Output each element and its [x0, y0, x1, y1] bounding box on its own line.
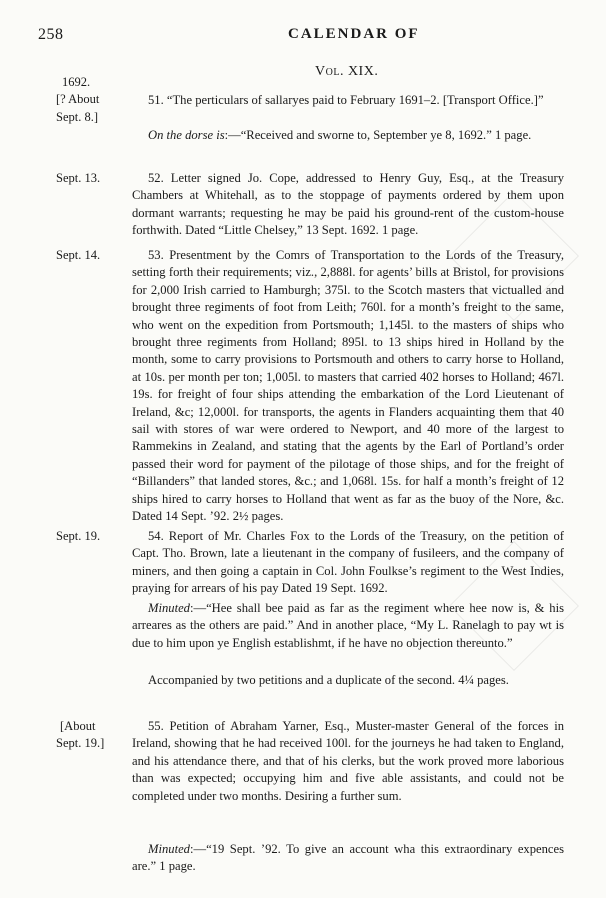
entry-date — [56, 718, 126, 753]
entry-text: 52. Letter signed Jo. Cope, addressed to Henry Guy, Esq., at the Treasury Chambers at Whitehall, as to the stoppage of payments ordered by them upon dormant warrants; requesting he may be paid his ground-rent of the custom-house forthwith. Dated “Little Chelsey,” 13 Sept. 1692. 1 page. — [132, 171, 564, 238]
date-line: [About — [60, 719, 96, 733]
entry-text: 54. Report of Mr. Charles Fox to the Lords of the Treasury, on the petition of Capt. Tho. Brown, late a lieutenant in the company of fusileers, and the company of miners, and then going a captain in Col. John Foulkse’s regiment to the West Indies, praying for arrears of his pay Dated 19 Sept. 1692. — [132, 529, 564, 596]
entry-minuted — [132, 600, 564, 652]
page-number: 258 — [38, 26, 64, 43]
minuted-text: :—“19 Sept. ’92. To give an account wha this extraordinary expences are.” 1 page. — [132, 842, 564, 874]
dorse-text: :—“Received and sworne to, September ye 8, 1692.” 1 page. — [224, 128, 532, 142]
date-line: Sept. 13. — [56, 171, 101, 185]
entry-text: 53. Presentment by the Comrs of Transportation to the Lords of the Treasury, setting forth their requirements; viz., 2,888l. for agents’ bills at Bristol, for provisions for 2,000 Irish carried to Hamburgh; 375l. to the Scotch masters that victualled and brought three regiments of foot from Leith; 760l. for a month’s freight to the same, who went on the expedition from Portsmouth; 1,145l. to the masters of ships who brought three regiments from Holland; 895l. to 13 ships hired in Holland by the month, some to carry provisions to Portsmouth and others to carry horse to Holland, at 10s. per month per ton; 1,005l. to masters that carried 402 horses to Holland; 467l. 19s. for freight of four ships attending the embarkation of the Lord Lieutenant of Ireland, &c; 12,000l. for transports, the agents in Flanders acquainting them that 40 sail with stores of war were ordered to Newport, and 40 more of the largest to Rammekins in Zealand, and stating that the agents by the Earl of Portland’s order passed their word for payment of the pilotage of those ships, and for the freight of “Billanders” that landed stores, &c.; and 1,068l. 15s. for half a month’s freight of 12 ships hired to carry horses to Holland that went as far as the buoy of the Nore, &c. Dated 14 Sept. ’92. 2½ pages. — [132, 248, 564, 524]
running-title: CALENDAR OF — [288, 26, 420, 42]
volume-heading: Vol. XIX. — [315, 64, 379, 79]
minuted-label: Minuted — [148, 842, 190, 856]
entry-text: 51. “The perticulars of sallaryes paid to February 1691–2. [Transport Office.]” — [148, 93, 544, 107]
date-line: Sept. 19.] — [56, 736, 105, 751]
date-line: [? About — [56, 92, 100, 107]
date-line: 1692. — [62, 75, 91, 89]
date-line: Sept. 8.] — [56, 109, 99, 124]
minuted-label: Minuted — [148, 601, 190, 615]
entry-date — [56, 170, 126, 187]
entry-date — [56, 247, 126, 264]
date-line: Sept. 14. — [56, 248, 101, 262]
date-line: Sept. 19. — [56, 529, 101, 543]
entry-dorse — [132, 127, 564, 144]
minuted-text: :—“Hee shall bee paid as far as the regiment where hee now is, & his arreares as the others are paid.” And in another place, “My L. Ranelagh to pay wt is due to him upon ye English establishmt, if he have no objection thereunto.” — [132, 601, 564, 650]
dorse-label: On the dorse is — [148, 128, 225, 142]
entry-date — [56, 528, 126, 545]
entry-accompanied: Accompanied by two petitions and a duplicate of the second. 4¼ pages. — [148, 673, 509, 687]
entry-text: 55. Petition of Abraham Yarner, Esq., Muster-master General of the forces in Ireland, showing that he had received 100l. for the journeys he had taken to England, and his attendance there, and that of his clerks, but the work proved more laborious than was expected; occupying him and five able assistants, and could not be completed under two months. Desiring a further sum. — [132, 719, 564, 803]
running-header — [0, 26, 606, 50]
entry-date — [56, 74, 126, 126]
entry-minuted — [132, 841, 564, 876]
